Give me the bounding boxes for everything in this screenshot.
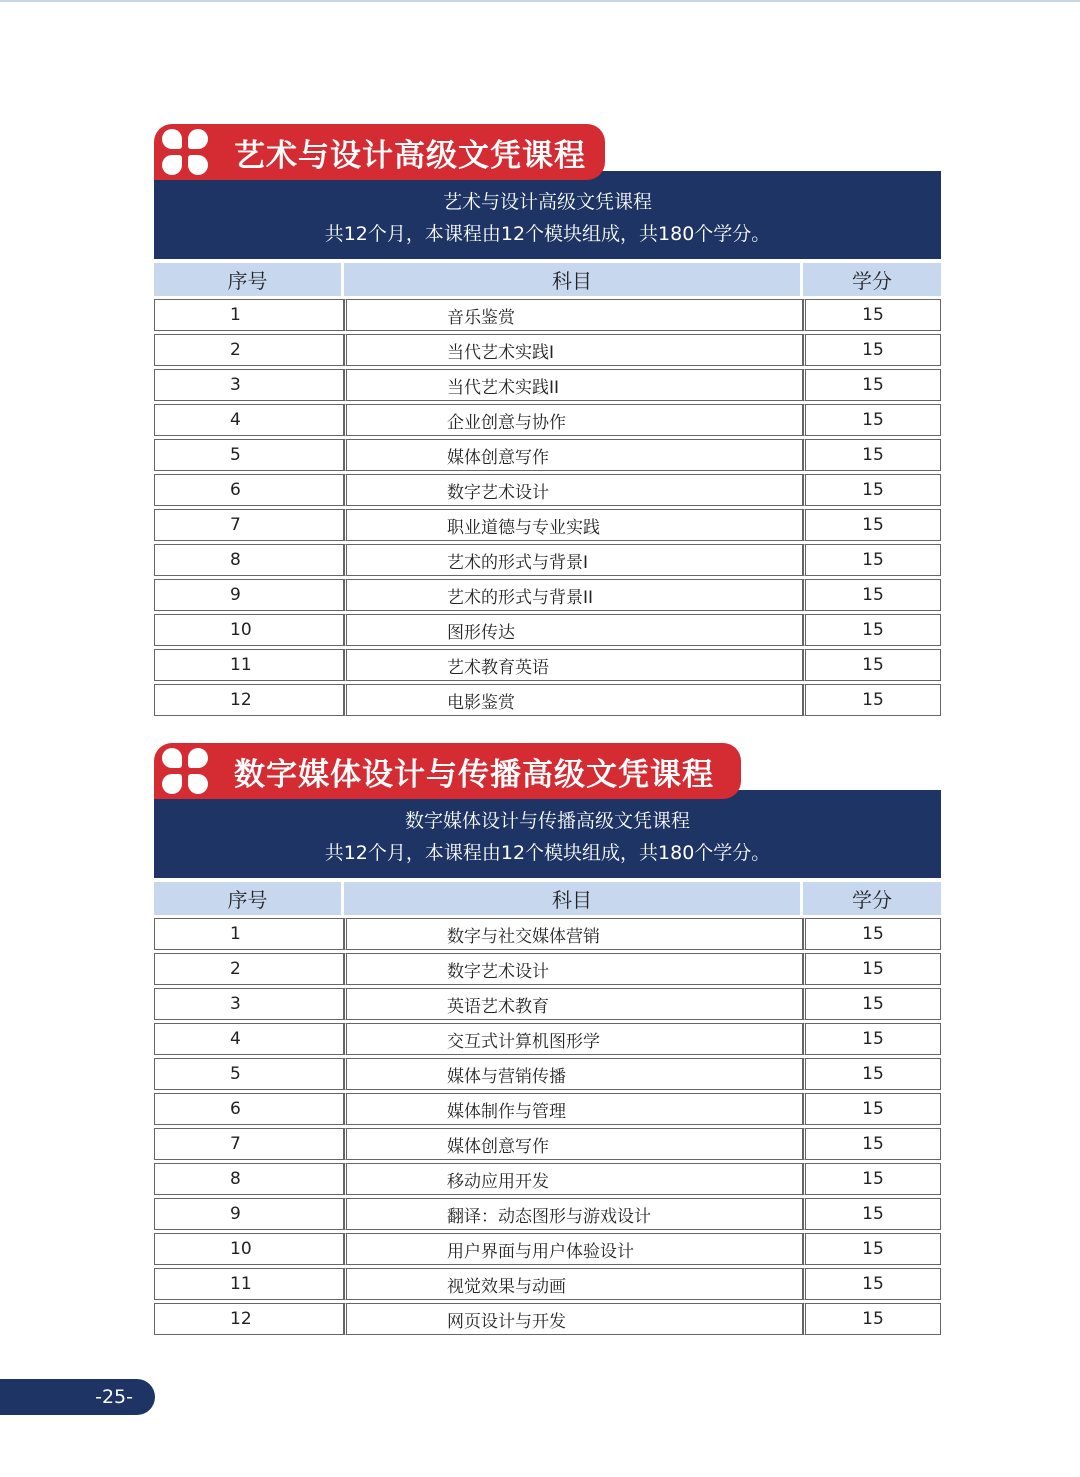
row-subject: 媒体制作与管理	[344, 1093, 803, 1125]
course-table	[154, 879, 941, 1338]
row-subject: 媒体与营销传播	[344, 1058, 803, 1090]
table-row	[154, 649, 941, 681]
row-index: 3	[154, 988, 344, 1020]
header-subject: 科目	[344, 882, 803, 915]
table-row	[154, 1198, 941, 1230]
row-index: 1	[154, 299, 344, 331]
table-row	[154, 579, 941, 611]
row-index: 7	[154, 509, 344, 541]
course-banner	[154, 171, 941, 259]
row-index: 11	[154, 649, 344, 681]
table-row	[154, 439, 941, 471]
row-index: 4	[154, 404, 344, 436]
row-credits: 15	[803, 1128, 941, 1160]
course-table	[154, 260, 941, 719]
row-credits: 15	[803, 1198, 941, 1230]
header-subject: 科目	[344, 263, 803, 296]
row-index: 6	[154, 474, 344, 506]
table-row	[154, 918, 941, 950]
banner-description: 共12个月，本课程由12个模块组成，共180个学分。	[324, 223, 771, 245]
row-credits: 15	[803, 334, 941, 366]
row-index: 6	[154, 1093, 344, 1125]
row-subject: 当代艺术实践II	[344, 369, 803, 401]
row-index: 5	[154, 439, 344, 471]
banner-title: 艺术与设计高级文凭课程	[442, 191, 652, 213]
row-subject: 职业道德与专业实践	[344, 509, 803, 541]
row-subject: 当代艺术实践I	[344, 334, 803, 366]
table-row	[154, 544, 941, 576]
table-row	[154, 1268, 941, 1300]
table-row	[154, 1023, 941, 1055]
section-title-tab	[154, 124, 605, 180]
row-credits: 15	[803, 439, 941, 471]
table-row	[154, 988, 941, 1020]
row-credits: 15	[803, 544, 941, 576]
row-subject: 电影鉴赏	[344, 684, 803, 716]
row-index: 2	[154, 953, 344, 985]
row-subject: 英语艺术教育	[344, 988, 803, 1020]
row-credits: 15	[803, 684, 941, 716]
row-index: 10	[154, 614, 344, 646]
table-row	[154, 299, 941, 331]
row-subject: 企业创意与协作	[344, 404, 803, 436]
section-title-tab	[154, 743, 741, 799]
row-index: 8	[154, 544, 344, 576]
section-title: 数字媒体设计与传播高级文凭课程	[234, 756, 714, 793]
row-subject: 翻译：动态图形与游戏设计	[344, 1198, 803, 1230]
row-index: 9	[154, 1198, 344, 1230]
row-index: 4	[154, 1023, 344, 1055]
row-credits: 15	[803, 988, 941, 1020]
table-row	[154, 369, 941, 401]
table-row	[154, 1233, 941, 1265]
row-subject: 艺术的形式与背景II	[344, 579, 803, 611]
row-credits: 15	[803, 1233, 941, 1265]
row-subject: 网页设计与开发	[344, 1303, 803, 1335]
header-index: 序号	[154, 882, 344, 915]
row-credits: 15	[803, 509, 941, 541]
row-subject: 媒体创意写作	[344, 1128, 803, 1160]
row-credits: 15	[803, 579, 941, 611]
row-subject: 艺术教育英语	[344, 649, 803, 681]
row-index: 12	[154, 684, 344, 716]
row-index: 7	[154, 1128, 344, 1160]
table-row	[154, 684, 941, 716]
row-subject: 图形传达	[344, 614, 803, 646]
table-row	[154, 1128, 941, 1160]
row-credits: 15	[803, 1093, 941, 1125]
top-border-line	[0, 0, 1080, 2]
clover-icon	[162, 129, 208, 175]
row-index: 8	[154, 1163, 344, 1195]
row-index: 11	[154, 1268, 344, 1300]
row-credits: 15	[803, 1268, 941, 1300]
header-index: 序号	[154, 263, 344, 296]
page-number: -25-	[0, 1379, 155, 1415]
row-credits: 15	[803, 614, 941, 646]
table-row	[154, 1058, 941, 1090]
row-credits: 15	[803, 404, 941, 436]
row-subject: 交互式计算机图形学	[344, 1023, 803, 1055]
banner-description: 共12个月，本课程由12个模块组成，共180个学分。	[324, 842, 771, 864]
row-subject: 用户界面与用户体验设计	[344, 1233, 803, 1265]
table-row	[154, 1163, 941, 1195]
table-row	[154, 474, 941, 506]
row-index: 9	[154, 579, 344, 611]
row-index: 5	[154, 1058, 344, 1090]
row-subject: 数字与社交媒体营销	[344, 918, 803, 950]
row-subject: 音乐鉴赏	[344, 299, 803, 331]
row-credits: 15	[803, 953, 941, 985]
section-title: 艺术与设计高级文凭课程	[234, 137, 586, 174]
table-row	[154, 614, 941, 646]
table-row	[154, 404, 941, 436]
table-row	[154, 1303, 941, 1335]
row-credits: 15	[803, 369, 941, 401]
row-credits: 15	[803, 1023, 941, 1055]
row-subject: 移动应用开发	[344, 1163, 803, 1195]
header-credits: 学分	[803, 882, 941, 915]
table-row	[154, 334, 941, 366]
row-credits: 15	[803, 649, 941, 681]
table-row	[154, 953, 941, 985]
row-index: 2	[154, 334, 344, 366]
row-subject: 数字艺术设计	[344, 953, 803, 985]
row-credits: 15	[803, 918, 941, 950]
row-credits: 15	[803, 299, 941, 331]
row-subject: 媒体创意写作	[344, 439, 803, 471]
row-credits: 15	[803, 1163, 941, 1195]
row-credits: 15	[803, 1303, 941, 1335]
banner-title: 数字媒体设计与传播高级文凭课程	[404, 810, 690, 832]
row-index: 3	[154, 369, 344, 401]
clover-icon	[162, 748, 208, 794]
row-index: 1	[154, 918, 344, 950]
header-credits: 学分	[803, 263, 941, 296]
row-subject: 数字艺术设计	[344, 474, 803, 506]
table-header-row	[154, 882, 941, 915]
course-banner	[154, 790, 941, 878]
table-header-row	[154, 263, 941, 296]
table-row	[154, 1093, 941, 1125]
table-row	[154, 509, 941, 541]
row-credits: 15	[803, 1058, 941, 1090]
row-subject: 艺术的形式与背景I	[344, 544, 803, 576]
row-credits: 15	[803, 474, 941, 506]
row-index: 10	[154, 1233, 344, 1265]
row-subject: 视觉效果与动画	[344, 1268, 803, 1300]
row-index: 12	[154, 1303, 344, 1335]
